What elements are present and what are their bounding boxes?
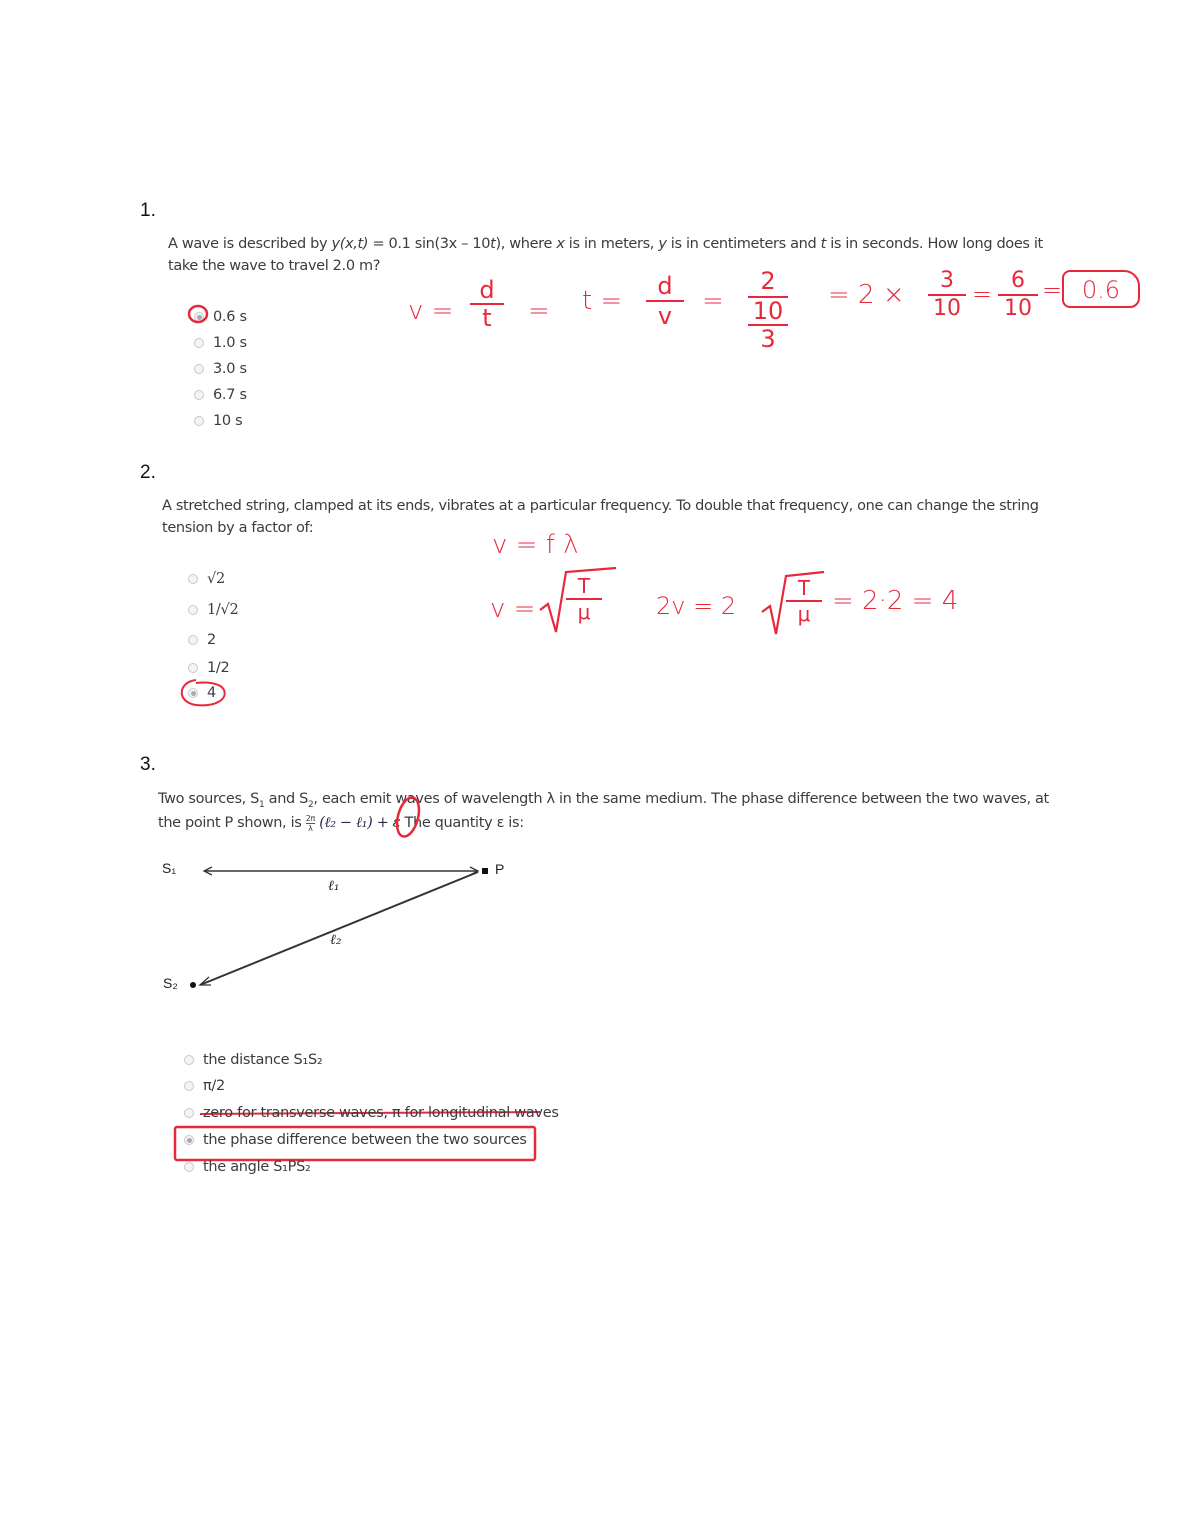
option-label: the distance S₁S₂: [203, 1052, 323, 1068]
q3-option-4[interactable]: [184, 1132, 527, 1148]
frac-num: d: [479, 276, 495, 304]
label-l2: ℓ₂: [330, 932, 342, 948]
option-label: the angle S₁PS₂: [203, 1159, 311, 1175]
q3-text-a: Two sources, S: [158, 791, 260, 807]
q1-text-e: is in centimeters and: [666, 236, 821, 252]
radio-button[interactable]: [184, 1108, 194, 1118]
frac-den: t: [470, 303, 504, 331]
option-label: 2: [207, 632, 216, 648]
option-label: √2: [207, 571, 225, 587]
q2-ink-line1: v = f λ: [492, 530, 579, 560]
frac-num: 2π: [305, 813, 315, 823]
question-2-text: A stretched string, clamped at its ends, vibrates at a particular frequency. To double that frequency, one can change the string tension by a factor of:: [162, 498, 1039, 536]
frac-num: T: [577, 574, 591, 598]
frac-sub-num: 10: [752, 297, 784, 325]
label-s2: S₂: [163, 975, 178, 991]
q1-ink-eq1: =: [528, 296, 550, 326]
frac-den: v: [646, 300, 684, 330]
q1-ink-v-eq: v =: [408, 296, 454, 326]
q3-option-1[interactable]: [184, 1052, 322, 1068]
q1-text-c: ), where: [495, 236, 557, 252]
q3-text-c: , each emit waves of wavelength λ in the same medium. The phase difference between the two waves, at: [313, 791, 1049, 807]
label-s1: S₁: [162, 860, 177, 876]
frac-den: λ: [308, 823, 313, 833]
radio-button[interactable]: [184, 1081, 194, 1091]
q3-option-3[interactable]: [184, 1105, 559, 1121]
q1-text-b: = 0.1 sin(3x – 10: [368, 236, 491, 252]
option-label: 6.7 s: [213, 387, 247, 403]
q1-ink-eq2: =: [702, 286, 724, 316]
option-label: 4: [207, 685, 216, 701]
option-label: π/2: [203, 1078, 225, 1094]
frac-num: 2: [760, 267, 776, 295]
q1-ink-eq4: =: [972, 280, 993, 308]
q2-ink-2v: 2v = 2: [656, 592, 737, 620]
radio-button[interactable]: [184, 1162, 194, 1172]
q3-text-line2-a: the point P shown, is: [158, 815, 306, 831]
frac-num: 3: [940, 268, 954, 293]
q1-func: y(x,t): [331, 236, 369, 252]
q1-t: t: [490, 236, 496, 252]
q3-sub1: 1: [259, 799, 265, 810]
q3-text-b: and S: [264, 791, 309, 807]
frac-den: 10: [928, 294, 966, 322]
q1-x: x: [556, 236, 565, 252]
option-label: 1/2: [207, 660, 230, 676]
option-label: 3.0 s: [213, 361, 247, 377]
option-label: 10 s: [213, 413, 243, 429]
frac-den: μ: [566, 598, 602, 624]
radio-button[interactable]: [184, 1055, 194, 1065]
frac-num: T: [797, 576, 811, 600]
label-p: P: [495, 861, 505, 877]
option-label: 1.0 s: [213, 335, 247, 351]
question-2-number: 2.: [140, 462, 156, 483]
q2-ink-result: = 2·2 = 4: [832, 586, 959, 616]
q1-text-d: is in meters,: [564, 236, 659, 252]
radio-button[interactable]: [184, 1135, 194, 1145]
frac-num: 6: [1011, 268, 1025, 293]
q3-text-line2-b: The quantity ε is:: [400, 815, 524, 831]
q1-ink-t-eq: t =: [582, 286, 623, 316]
frac-den: 10: [998, 294, 1038, 322]
option-label: 1/√2: [207, 602, 239, 618]
question-1-number: 1.: [140, 200, 156, 221]
q3-sub2: 2: [308, 799, 314, 810]
q1-y: y: [658, 236, 667, 252]
frac-sub-den: 3: [748, 324, 788, 352]
q3-option-5[interactable]: [184, 1159, 311, 1175]
q2-ink-v-eq: v =: [490, 594, 536, 624]
question-3-number: 3.: [140, 754, 156, 775]
q1-ink-eq5: =: [1042, 276, 1063, 304]
option-label: 0.6 s: [213, 309, 247, 325]
option-label: zero for transverse waves, π for longitudinal waves: [203, 1105, 559, 1121]
frac-den: μ: [786, 600, 822, 626]
q3-expr: (ℓ₂ − ℓ₁) + ε: [319, 815, 401, 831]
q1-ink-answer-box: 0.6: [1062, 270, 1140, 308]
q1-text-a: A wave is described by: [168, 236, 332, 252]
q3-option-2[interactable]: [184, 1078, 225, 1094]
q1-text-f: is in seconds. How long does it take the wave to travel 2.0 m?: [168, 236, 1043, 274]
option-label: the phase difference between the two sources: [203, 1132, 527, 1148]
frac-num: d: [657, 272, 673, 300]
q1-t2: t: [820, 236, 826, 252]
label-l1: ℓ₁: [328, 878, 340, 894]
q1-ink-eq3: = 2 ×: [828, 280, 905, 310]
